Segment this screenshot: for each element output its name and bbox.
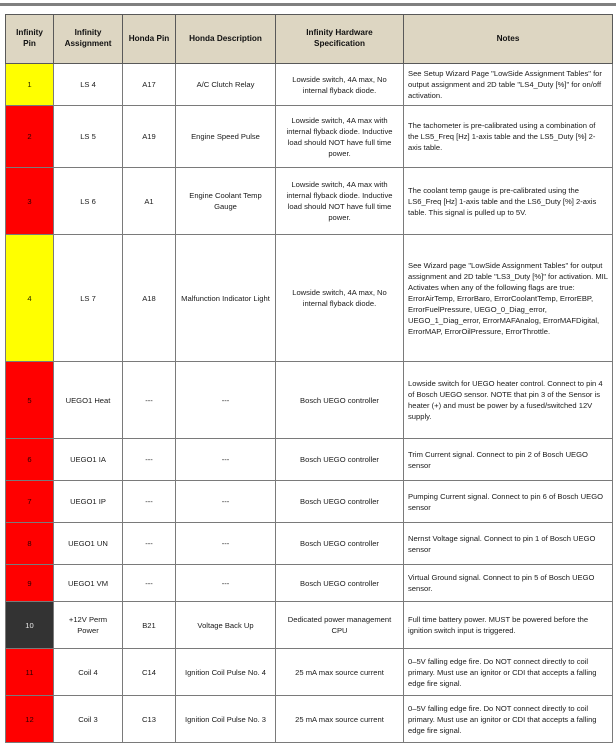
pin-number-cell: 5 xyxy=(6,362,54,439)
honda-pin-cell: --- xyxy=(123,565,176,602)
column-header-honda-description: Honda Description xyxy=(176,15,276,64)
column-header-notes: Notes xyxy=(404,15,613,64)
honda-description-cell: Voltage Back Up xyxy=(176,602,276,649)
honda-pin-cell: --- xyxy=(123,439,176,481)
assignment-cell: LS 7 xyxy=(54,235,123,362)
hardware-spec-cell: 25 mA max source current xyxy=(276,696,404,743)
pin-number-cell: 4 xyxy=(6,235,54,362)
honda-pin-cell: C13 xyxy=(123,696,176,743)
notes-cell: Pumping Current signal. Connect to pin 6 of Bosch UEGO sensor xyxy=(404,481,613,523)
hardware-spec-cell: Bosch UEGO controller xyxy=(276,481,404,523)
table-row xyxy=(6,649,613,696)
table-row xyxy=(6,696,613,743)
honda-description-cell: Ignition Coil Pulse No. 3 xyxy=(176,696,276,743)
honda-description-cell: Engine Speed Pulse xyxy=(176,106,276,168)
assignment-cell: LS 6 xyxy=(54,168,123,235)
honda-description-cell: --- xyxy=(176,362,276,439)
honda-pin-cell: A1 xyxy=(123,168,176,235)
table-row xyxy=(6,481,613,523)
honda-pin-cell: --- xyxy=(123,523,176,565)
table-body xyxy=(6,64,613,743)
assignment-cell: LS 4 xyxy=(54,64,123,106)
assignment-cell: UEGO1 VM xyxy=(54,565,123,602)
header-row xyxy=(6,15,613,64)
assignment-cell: Coil 4 xyxy=(54,649,123,696)
honda-pin-cell: C14 xyxy=(123,649,176,696)
table-row xyxy=(6,602,613,649)
column-header-hardware-specification: Infinity Hardware Specification xyxy=(276,15,404,64)
table-row xyxy=(6,362,613,439)
honda-description-cell: --- xyxy=(176,523,276,565)
assignment-cell: LS 5 xyxy=(54,106,123,168)
notes-cell: The coolant temp gauge is pre-calibrated using the LS6_Freq [Hz] 1-axis table and the LS6_Duty [%] 2-axis table. This signal is pulled up to 5V. xyxy=(404,168,613,235)
hardware-spec-cell: Dedicated power management CPU xyxy=(276,602,404,649)
pin-number-cell: 3 xyxy=(6,168,54,235)
column-header-infinity-pin: Infinity Pin xyxy=(6,15,54,64)
assignment-cell: Coil 3 xyxy=(54,696,123,743)
honda-pin-cell: B21 xyxy=(123,602,176,649)
pin-number-cell: 6 xyxy=(6,439,54,481)
notes-cell: Virtual Ground signal. Connect to pin 5 of Bosch UEGO sensor. xyxy=(404,565,613,602)
pin-number-cell: 12 xyxy=(6,696,54,743)
column-header-honda-pin: Honda Pin xyxy=(123,15,176,64)
hardware-spec-cell: Lowside switch, 4A max with internal flyback diode. Inductive load should NOT have full time power. xyxy=(276,168,404,235)
notes-cell: 0–5V falling edge fire. Do NOT connect directly to coil primary. Must use an ignitor or CDI that accepts a falling edge fire signal. xyxy=(404,696,613,743)
honda-description-cell: Malfunction Indicator Light xyxy=(176,235,276,362)
notes-cell: 0–5V falling edge fire. Do NOT connect directly to coil primary. Must use an ignitor or CDI that accepts a falling edge fire signal. xyxy=(404,649,613,696)
notes-cell: Trim Current signal. Connect to pin 2 of Bosch UEGO sensor xyxy=(404,439,613,481)
honda-pin-cell: --- xyxy=(123,481,176,523)
table-row xyxy=(6,565,613,602)
table-row xyxy=(6,439,613,481)
honda-description-cell: Ignition Coil Pulse No. 4 xyxy=(176,649,276,696)
pin-number-cell: 11 xyxy=(6,649,54,696)
hardware-spec-cell: Bosch UEGO controller xyxy=(276,523,404,565)
pin-number-cell: 2 xyxy=(6,106,54,168)
hardware-spec-cell: 25 mA max source current xyxy=(276,649,404,696)
pinout-table-container xyxy=(5,14,612,743)
hardware-spec-cell: Lowside switch, 4A max with internal flyback diode. Inductive load should NOT have full time power. xyxy=(276,106,404,168)
notes-cell: Nernst Voltage signal. Connect to pin 1 of Bosch UEGO sensor xyxy=(404,523,613,565)
hardware-spec-cell: Bosch UEGO controller xyxy=(276,565,404,602)
honda-description-cell: A/C Clutch Relay xyxy=(176,64,276,106)
hardware-spec-cell: Bosch UEGO controller xyxy=(276,439,404,481)
notes-cell: See Wizard page "LowSide Assignment Tables" for output assignment and 2D table "LS3_Duty [%]" for activation. MIL Activates when any of the following flags are true: ErrorAirTemp, ErrorBaro, ErrorCoolantTemp, ErrorEBP, ErrorFuelPressure, UEGO_0_Diag_error, UEGO_1_Diag_error, ErrorMAFAnalog, ErrorMAFDigital, ErrorMAP, ErrorOilPressure, ErrorThrottle. xyxy=(404,235,613,362)
notes-cell: The tachometer is pre-calibrated using a combination of the LS5_Freq [Hz] 1-axis table and the LS5_Duty [%] 2-axis table. xyxy=(404,106,613,168)
hardware-spec-cell: Lowside switch, 4A max, No internal flyback diode. xyxy=(276,64,404,106)
infinity-pinout-table xyxy=(5,14,613,743)
assignment-cell: UEGO1 Heat xyxy=(54,362,123,439)
pin-number-cell: 8 xyxy=(6,523,54,565)
honda-description-cell: --- xyxy=(176,481,276,523)
honda-pin-cell: A19 xyxy=(123,106,176,168)
notes-cell: See Setup Wizard Page "LowSide Assignment Tables" for output assignment and 2D table "LS4_Duty [%]" for on/off activation. xyxy=(404,64,613,106)
honda-description-cell: Engine Coolant Temp Gauge xyxy=(176,168,276,235)
top-divider-rule xyxy=(0,3,616,6)
honda-description-cell: --- xyxy=(176,565,276,602)
hardware-spec-cell: Lowside switch, 4A max, No internal flyback diode. xyxy=(276,235,404,362)
table-row xyxy=(6,235,613,362)
pin-number-cell: 1 xyxy=(6,64,54,106)
column-header-infinity-assignment: Infinity Assignment xyxy=(54,15,123,64)
table-row xyxy=(6,523,613,565)
pin-number-cell: 9 xyxy=(6,565,54,602)
honda-pin-cell: A17 xyxy=(123,64,176,106)
table-row xyxy=(6,64,613,106)
hardware-spec-cell: Bosch UEGO controller xyxy=(276,362,404,439)
pin-number-cell: 10 xyxy=(6,602,54,649)
table-row xyxy=(6,168,613,235)
table-header xyxy=(6,15,613,64)
notes-cell: Lowside switch for UEGO heater control. Connect to pin 4 of Bosch UEGO sensor. NOTE that pin 3 of the Sensor is heater (+) and must be power by a fused/switched 12V supply. xyxy=(404,362,613,439)
assignment-cell: UEGO1 IA xyxy=(54,439,123,481)
pin-number-cell: 7 xyxy=(6,481,54,523)
assignment-cell: UEGO1 UN xyxy=(54,523,123,565)
table-row xyxy=(6,106,613,168)
honda-pin-cell: A18 xyxy=(123,235,176,362)
assignment-cell: +12V Perm Power xyxy=(54,602,123,649)
notes-cell: Full time battery power. MUST be powered before the ignition switch input is triggered. xyxy=(404,602,613,649)
assignment-cell: UEGO1 IP xyxy=(54,481,123,523)
honda-description-cell: --- xyxy=(176,439,276,481)
honda-pin-cell: --- xyxy=(123,362,176,439)
